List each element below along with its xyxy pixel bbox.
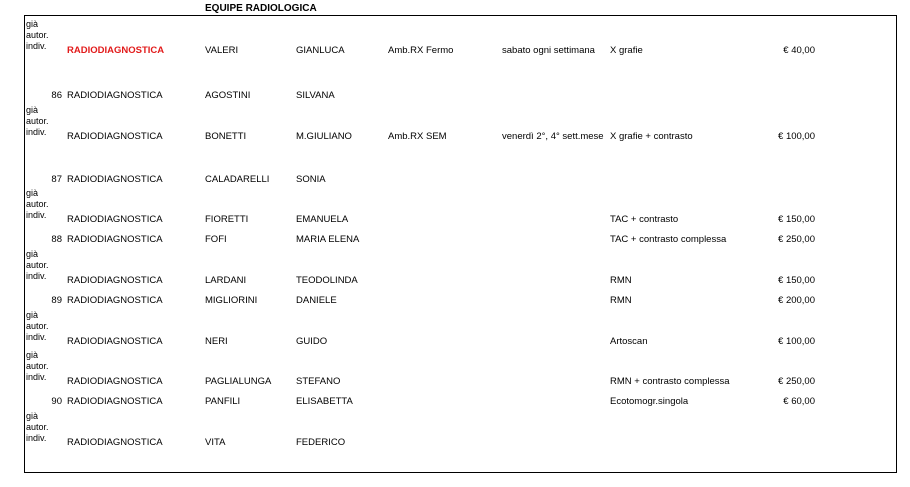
department: RADIODIAGNOSTICA [67, 336, 163, 347]
department: RADIODIAGNOSTICA [67, 275, 163, 286]
authorization-note: già autor. indiv. [26, 350, 49, 382]
exam-type: RMN + contrasto complessa [610, 376, 730, 387]
row-number: 89 [51, 295, 62, 306]
exam-type: Artoscan [610, 336, 648, 347]
surname: FIORETTI [205, 214, 249, 225]
price: € 250,00 [778, 376, 815, 387]
first-name: MARIA ELENA [296, 234, 360, 245]
authorization-note: già autor. indiv. [26, 19, 49, 51]
surname: BONETTI [205, 131, 247, 142]
price: € 200,00 [778, 295, 815, 306]
first-name: GUIDO [296, 336, 328, 347]
surname: VITA [205, 437, 226, 448]
price: € 40,00 [783, 45, 815, 56]
surname: PAGLIALUNGA [205, 376, 272, 387]
price: € 150,00 [778, 275, 815, 286]
first-name: ELISABETTA [296, 396, 353, 407]
price: € 60,00 [783, 396, 815, 407]
department: RADIODIAGNOSTICA [67, 234, 163, 245]
authorization-note: già autor. indiv. [26, 249, 49, 281]
department: RADIODIAGNOSTICA [67, 376, 163, 387]
surname: VALERI [205, 45, 239, 56]
schedule: sabato ogni settimana [502, 45, 595, 56]
first-name: SONIA [296, 174, 326, 185]
department: RADIODIAGNOSTICA [67, 174, 163, 185]
department: RADIODIAGNOSTICA [67, 396, 163, 407]
authorization-note: già autor. indiv. [26, 411, 49, 443]
price: € 250,00 [778, 234, 815, 245]
surname: CALADARELLI [205, 174, 270, 185]
exam-type: TAC + contrasto complessa [610, 234, 727, 245]
price: € 100,00 [778, 336, 815, 347]
surname: PANFILI [205, 396, 241, 407]
ambulatory: Amb.RX Fermo [388, 45, 454, 56]
ambulatory: Amb.RX SEM [388, 131, 447, 142]
row-number: 87 [51, 174, 62, 185]
surname: LARDANI [205, 275, 247, 286]
exam-type: Ecotomogr.singola [610, 396, 689, 407]
exam-type: RMN [610, 295, 632, 306]
page-title: EQUIPE RADIOLOGICA [205, 3, 317, 14]
row-number: 88 [51, 234, 62, 245]
exam-type: X grafie [610, 45, 643, 56]
row-number: 86 [51, 90, 62, 101]
authorization-note: già autor. indiv. [26, 105, 49, 137]
first-name: EMANUELA [296, 214, 349, 225]
authorization-note: già autor. indiv. [26, 310, 49, 342]
surname: MIGLIORINI [205, 295, 258, 306]
price: € 100,00 [778, 131, 815, 142]
department: RADIODIAGNOSTICA [67, 131, 163, 142]
first-name: TEODOLINDA [296, 275, 358, 286]
exam-type: TAC + contrasto [610, 214, 679, 225]
first-name: STEFANO [296, 376, 341, 387]
exam-type: RMN [610, 275, 632, 286]
authorization-note: già autor. indiv. [26, 188, 49, 220]
row-number: 90 [51, 396, 62, 407]
department: RADIODIAGNOSTICA [67, 295, 163, 306]
surname: FOFI [205, 234, 227, 245]
surname: AGOSTINI [205, 90, 251, 101]
first-name: DANIELE [296, 295, 337, 306]
price: € 150,00 [778, 214, 815, 225]
department: RADIODIAGNOSTICA [67, 45, 165, 56]
department: RADIODIAGNOSTICA [67, 214, 163, 225]
first-name: FEDERICO [296, 437, 346, 448]
first-name: GIANLUCA [296, 45, 345, 56]
department: RADIODIAGNOSTICA [67, 437, 163, 448]
department: RADIODIAGNOSTICA [67, 90, 163, 101]
first-name: SILVANA [296, 90, 335, 101]
first-name: M.GIULIANO [296, 131, 352, 142]
schedule: venerdì 2°, 4° sett.mese [502, 131, 604, 142]
exam-type: X grafie + contrasto [610, 131, 693, 142]
surname: NERI [205, 336, 228, 347]
